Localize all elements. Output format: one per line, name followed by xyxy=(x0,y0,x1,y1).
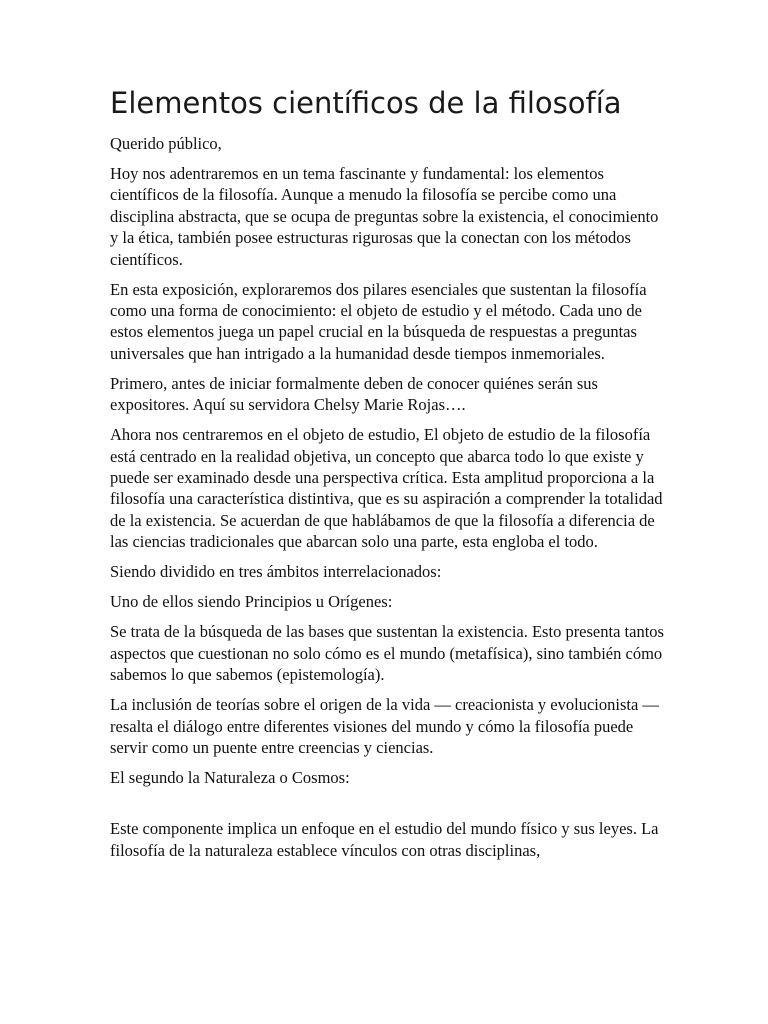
paragraph-principles: Se trata de la búsqueda de las bases que sustentan la existencia. Esto presenta tantos aspectos que cuestionan no solo cómo es el mundo (metafísica), sino también cómo sabemos lo que sabemos (epistemología). xyxy=(110,622,664,685)
paragraph-intro: Hoy nos adentraremos en un tema fascinante y fundamental: los elementos científicos de la filosofía. Aunque a menudo la filosofía se percibe como una disciplina abstracta, que se ocupa de preguntas sobre la existencia, el conocimiento y la ética, también posee estructuras rigurosas que la conectan con los métodos científicos. xyxy=(110,164,659,269)
paragraph-three-areas: Siendo dividido en tres ámbitos interrelacionados: xyxy=(110,562,442,582)
paragraph-origin-theories: La inclusión de teorías sobre el origen de la vida — creacionista y evolucionista — resalta el diálogo entre diferentes visiones del mundo y cómo la filosofía puede servir como un puente entre creencias y ciencias. xyxy=(110,695,659,757)
paragraph-principles-heading: Uno de ellos siendo Principios u Orígenes: xyxy=(110,592,393,612)
paragraph-exposition: En esta exposición, exploraremos dos pilares esenciales que sustentan la filosofía como una forma de conocimiento: el objeto de estudio y el método. Cada uno de estos elementos juega un papel crucial en la búsqueda de respuestas a preguntas universales que han intrigado a la humanidad desde tiempos inmemoriales. xyxy=(110,279,647,363)
paragraph-nature-heading: El segundo la Naturaleza o Cosmos: xyxy=(110,767,350,787)
paragraph-presenters: Primero, antes de iniciar formalmente deben de conocer quiénes serán sus expositores. Aquí su servidora Chelsy Marie Rojas…. xyxy=(110,373,598,415)
document-title: Elementos científicos de la filosofía xyxy=(110,86,622,120)
paragraph-nature: Este componente implica un enfoque en el estudio del mundo físico y sus leyes. La filosofía de la naturaleza establece vínculos con otras disciplinas, xyxy=(110,819,659,860)
paragraph-object-of-study: Ahora nos centraremos en el objeto de estudio, El objeto de estudio de la filosofía está centrado en la realidad objetiva, un concepto que abarca todo lo que existe y puede ser examinado desde una perspectiva crítica. Esta amplitud proporciona a la filosofía una característica distintiva, que es su aspiración a comprender la totalidad de la existencia. Se acuerdan de que hablábamos de que la filosofía a diferencia de las ciencias tradicionales que abarcan solo una parte, esta engloba el todo. xyxy=(110,425,663,552)
paragraph-greeting: Querido público, xyxy=(110,134,222,153)
document-body xyxy=(110,133,666,870)
